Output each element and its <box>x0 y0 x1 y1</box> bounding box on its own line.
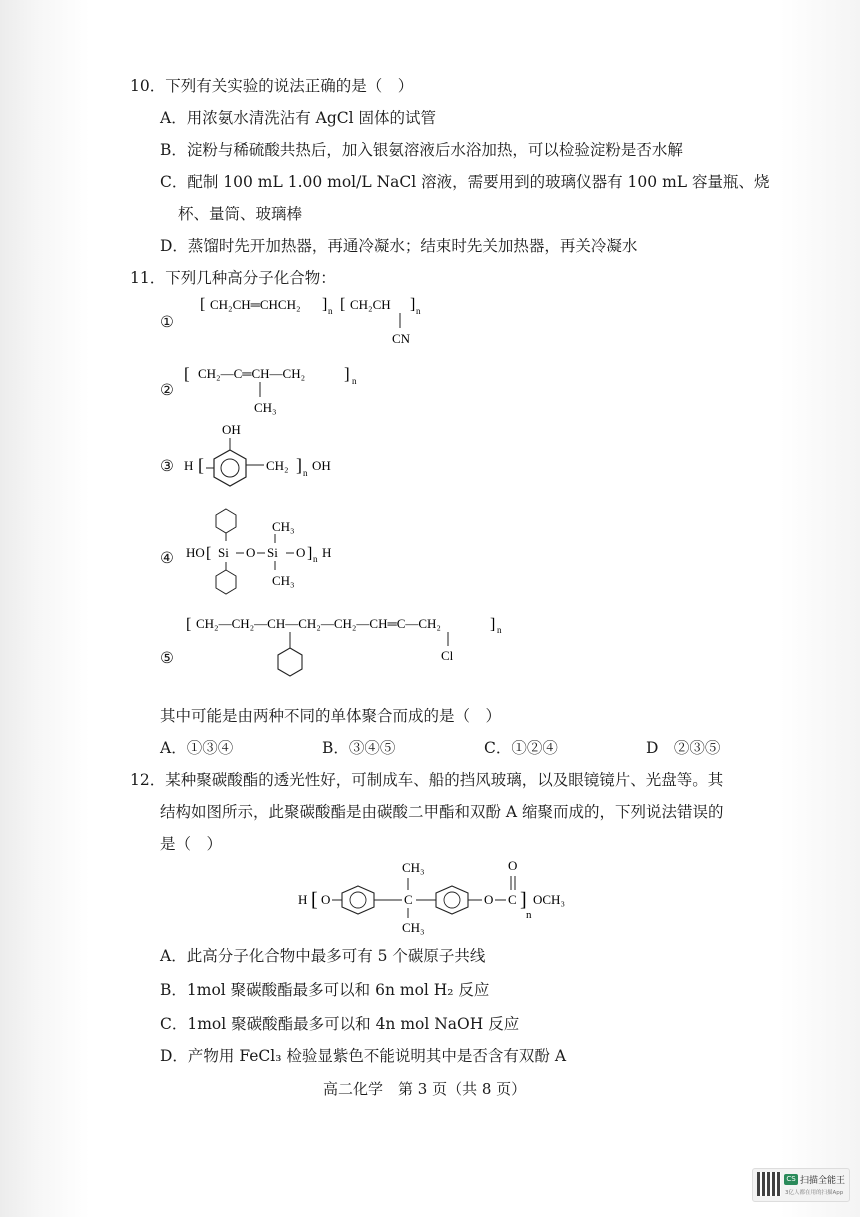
svg-text:[: [ <box>198 455 204 475</box>
svg-text:]: ] <box>490 616 496 633</box>
s1-n1: n <box>328 306 333 316</box>
q12-line-3: 是（ ） <box>160 835 223 853</box>
q12-option-b: B．1mol 聚碳酸酯最多可以和 6n mol H₂ 反应 <box>160 981 490 999</box>
s1-n2: n <box>416 306 421 316</box>
q11-label-5: ⑤ <box>160 649 174 667</box>
svg-text:]: ] <box>296 455 302 475</box>
s5-chain: CH₂—CH₂—CH—CH₂—CH₂—CH═C—CH₂ <box>196 616 441 631</box>
s1-second: CH₂CH <box>350 297 391 312</box>
s4-n: n <box>313 554 318 564</box>
structure-2 <box>184 360 384 420</box>
q12-ch3-bot: CH₃ <box>402 920 425 935</box>
s4-si2: Si <box>267 545 278 560</box>
q12-option-c: C．1mol 聚碳酸酯最多可以和 4n mol NaOH 反应 <box>160 1015 520 1033</box>
scanner-logo-icon: CS <box>784 1174 798 1185</box>
s1-sub: CN <box>392 331 411 346</box>
s4-h: H <box>322 545 332 560</box>
q11-stem: 11．下列几种高分子化合物： <box>130 269 336 287</box>
structure-5 <box>186 608 516 700</box>
q12-o1: O <box>321 892 331 907</box>
q12-c: C <box>404 892 413 907</box>
scanner-watermark <box>752 1168 850 1202</box>
q12-line-2: 结构如图所示，此聚碳酸酯是由碳酸二甲酯和双酚 A 缩聚而成的，下列说法错误的 <box>160 803 724 821</box>
s3-ch2: CH₂ <box>266 458 289 473</box>
s5-n: n <box>497 625 502 635</box>
s2-n: n <box>352 376 357 386</box>
q10-option-a: A．用浓氨水清洗沾有 AgCl 固体的试管 <box>160 109 436 127</box>
s4-ho: HO <box>186 545 205 560</box>
q12-line-1: 12．某种聚碳酸酯的透光性好，可制成车、船的挡风玻璃，以及眼镜镜片、光盘等。其 <box>130 771 724 789</box>
scanner-subtitle: 3亿人都在用的扫描App <box>785 1190 844 1196</box>
structure-4 <box>186 505 386 605</box>
structure-1 <box>200 292 460 352</box>
s4-o1: O <box>246 545 256 560</box>
s3-oh-top: OH <box>222 422 241 437</box>
q10-option-d: D．蒸馏时先开加热器，再通冷凝水；结束时先关加热器，再关冷凝水 <box>160 237 638 255</box>
svg-text:]: ] <box>322 296 328 313</box>
s3-oh-end: OH <box>312 458 331 473</box>
page-footer: 高二化学 第 3 页（共 8 页） <box>323 1080 527 1098</box>
q10-option-b: B．淀粉与稀硫酸共热后，加入银氨溶液后水浴加热，可以检验淀粉是否水解 <box>160 141 683 159</box>
s1-main: CH₂CH═CHCH₂ <box>210 297 301 312</box>
q12-c2: C <box>508 892 517 907</box>
svg-text:]: ] <box>344 364 350 383</box>
q11-label-1: ① <box>160 313 174 331</box>
s4-o2: O <box>296 545 306 560</box>
s2-sub: CH₃ <box>254 400 277 415</box>
s3-n: n <box>303 468 308 478</box>
q12-structure <box>298 856 588 940</box>
q11-question: 其中可能是由两种不同的单体聚合而成的是（ ） <box>160 707 502 725</box>
q11-label-2: ② <box>160 381 174 399</box>
s3-h: H <box>184 458 194 473</box>
q11-option-a: A．①③④ <box>160 739 234 757</box>
s4-ch3-bot: CH₃ <box>272 573 295 588</box>
q12-option-a: A．此高分子化合物中最多可有 5 个碳原子共线 <box>160 947 486 965</box>
scanner-title: 扫描全能王 <box>800 1176 846 1186</box>
q12-option-d: D．产物用 FeCl₃ 检验显紫色不能说明其中是否含有双酚 A <box>160 1047 567 1065</box>
q11-label-3: ③ <box>160 457 174 475</box>
q12-o2: O <box>484 892 494 907</box>
q11-option-d: D ②③⑤ <box>646 739 721 757</box>
structure-3 <box>184 420 384 500</box>
q11-option-b: B．③④⑤ <box>322 739 396 757</box>
svg-text:]: ] <box>410 296 416 313</box>
q11-label-4: ④ <box>160 549 174 567</box>
s4-si1: Si <box>218 545 229 560</box>
q10-option-c-cont: 杯、量筒、玻璃棒 <box>178 205 303 223</box>
svg-text:[: [ <box>186 616 192 633</box>
q12-ch3-top: CH₃ <box>402 860 425 875</box>
q12-o-top: O <box>508 858 518 873</box>
svg-text:[: [ <box>311 889 318 911</box>
svg-text:]: ] <box>307 545 313 562</box>
q10-stem: 10．下列有关实验的说法正确的是（ ） <box>130 77 414 95</box>
svg-text:[: [ <box>200 296 206 313</box>
svg-text:[: [ <box>206 545 212 562</box>
s2-main: CH₂—C═CH—CH₂ <box>198 366 306 381</box>
svg-text:]: ] <box>520 889 527 911</box>
q12-h: H <box>298 892 308 907</box>
q12-n: n <box>526 909 532 921</box>
qr-code-icon <box>757 1172 781 1196</box>
svg-text:[: [ <box>184 364 190 383</box>
q11-option-c: C．①②④ <box>484 739 558 757</box>
s4-ch3-top: CH₃ <box>272 519 295 534</box>
q12-och3: OCH₃ <box>533 892 565 907</box>
q10-option-c: C．配制 100 mL 1.00 mol/L NaCl 溶液，需要用到的玻璃仪器有 100 mL 容量瓶、烧 <box>160 173 770 191</box>
s5-cl: Cl <box>441 648 454 663</box>
svg-text:[: [ <box>340 296 346 313</box>
